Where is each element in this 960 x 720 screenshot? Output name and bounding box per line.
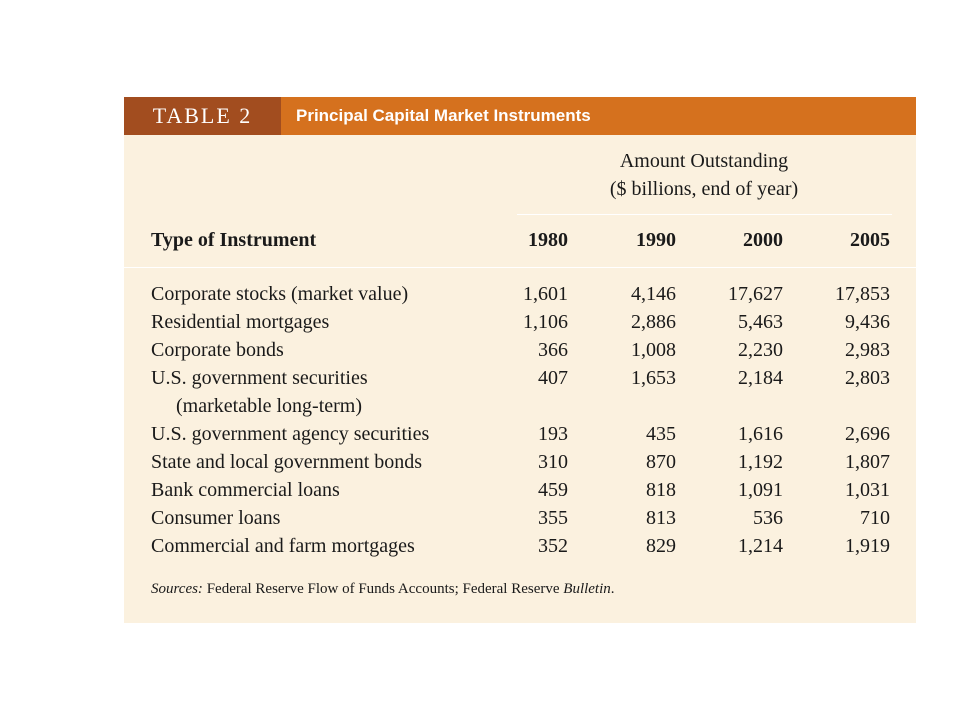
value-2000: 5,463 [738, 311, 783, 333]
column-header-1980: 1980 [528, 229, 568, 251]
value-2000: 1,192 [738, 451, 783, 473]
value-2005: 710 [860, 507, 890, 529]
row-label: U.S. government securities [151, 367, 368, 389]
table-row [124, 448, 916, 476]
value-1980: 407 [538, 367, 568, 389]
value-1990: 1,653 [631, 367, 676, 389]
value-1980: 459 [538, 479, 568, 501]
value-2000: 1,616 [738, 423, 783, 445]
row-label: Residential mortgages [151, 311, 330, 333]
row-sublabel: (marketable long-term) [176, 395, 363, 417]
table-row [124, 280, 916, 308]
value-2005: 9,436 [845, 311, 890, 333]
column-header-1990: 1990 [636, 229, 676, 251]
sources-text: Federal Reserve Flow of Funds Accounts; Federal Reserve [206, 581, 560, 597]
amount-outstanding-header [594, 147, 814, 203]
value-1990: 1,008 [631, 339, 676, 361]
table-row-continuation [124, 392, 916, 420]
value-1990: 818 [646, 479, 676, 501]
value-2005: 1,807 [845, 451, 890, 473]
amount-header-line2: ($ billions, end of year) [609, 178, 799, 200]
sources-prefix: Sources: [151, 581, 203, 597]
value-1990: 829 [646, 535, 676, 557]
column-header-type: Type of Instrument [151, 229, 317, 251]
value-2000: 2,230 [738, 339, 783, 361]
value-1980: 1,106 [523, 311, 568, 333]
table-row [124, 476, 916, 504]
value-2000: 1,091 [738, 479, 783, 501]
value-1980: 1,601 [523, 283, 568, 305]
column-header-2005: 2005 [850, 229, 890, 251]
row-label: U.S. government agency securities [151, 423, 430, 445]
row-label: Consumer loans [151, 507, 281, 529]
table-row [124, 420, 916, 448]
value-2000: 1,214 [738, 535, 783, 557]
table-row [124, 532, 916, 560]
value-1990: 870 [646, 451, 676, 473]
value-1990: 2,886 [631, 311, 676, 333]
value-1980: 366 [538, 339, 568, 361]
value-2005: 1,031 [845, 479, 890, 501]
table-title: Principal Capital Market Instruments [296, 106, 591, 125]
value-1980: 352 [538, 535, 568, 557]
row-label: Corporate bonds [151, 339, 284, 361]
column-header-2000: 2000 [743, 229, 783, 251]
value-1990: 435 [646, 423, 676, 445]
table-row [124, 336, 916, 364]
value-2000: 2,184 [738, 367, 783, 389]
value-2005: 2,983 [845, 339, 890, 361]
value-2005: 2,803 [845, 367, 890, 389]
table-row [124, 364, 916, 392]
row-label: State and local government bonds [151, 451, 423, 473]
row-label: Bank commercial loans [151, 479, 340, 501]
value-1980: 310 [538, 451, 568, 473]
sources-end: . [610, 581, 615, 597]
value-1980: 193 [538, 423, 568, 445]
row-label: Corporate stocks (market value) [151, 283, 409, 305]
value-2005: 2,696 [845, 423, 890, 445]
table-body [124, 280, 916, 560]
sources-note [151, 581, 615, 598]
amount-header-divider [517, 214, 892, 215]
value-2000: 536 [753, 507, 783, 529]
value-2000: 17,627 [728, 283, 783, 305]
table-header-bar [124, 97, 916, 135]
value-2005: 17,853 [835, 283, 890, 305]
row-label: Commercial and farm mortgages [151, 535, 415, 557]
column-header-divider [124, 267, 916, 268]
table-panel [124, 97, 916, 623]
value-1990: 4,146 [631, 283, 676, 305]
amount-header-line1: Amount Outstanding [619, 150, 789, 172]
value-2005: 1,919 [845, 535, 890, 557]
value-1980: 355 [538, 507, 568, 529]
sources-italic-tail: Bulletin [563, 581, 611, 597]
table-row [124, 504, 916, 532]
table-number: TABLE 2 [124, 97, 281, 135]
value-1990: 813 [646, 507, 676, 529]
table-row [124, 308, 916, 336]
